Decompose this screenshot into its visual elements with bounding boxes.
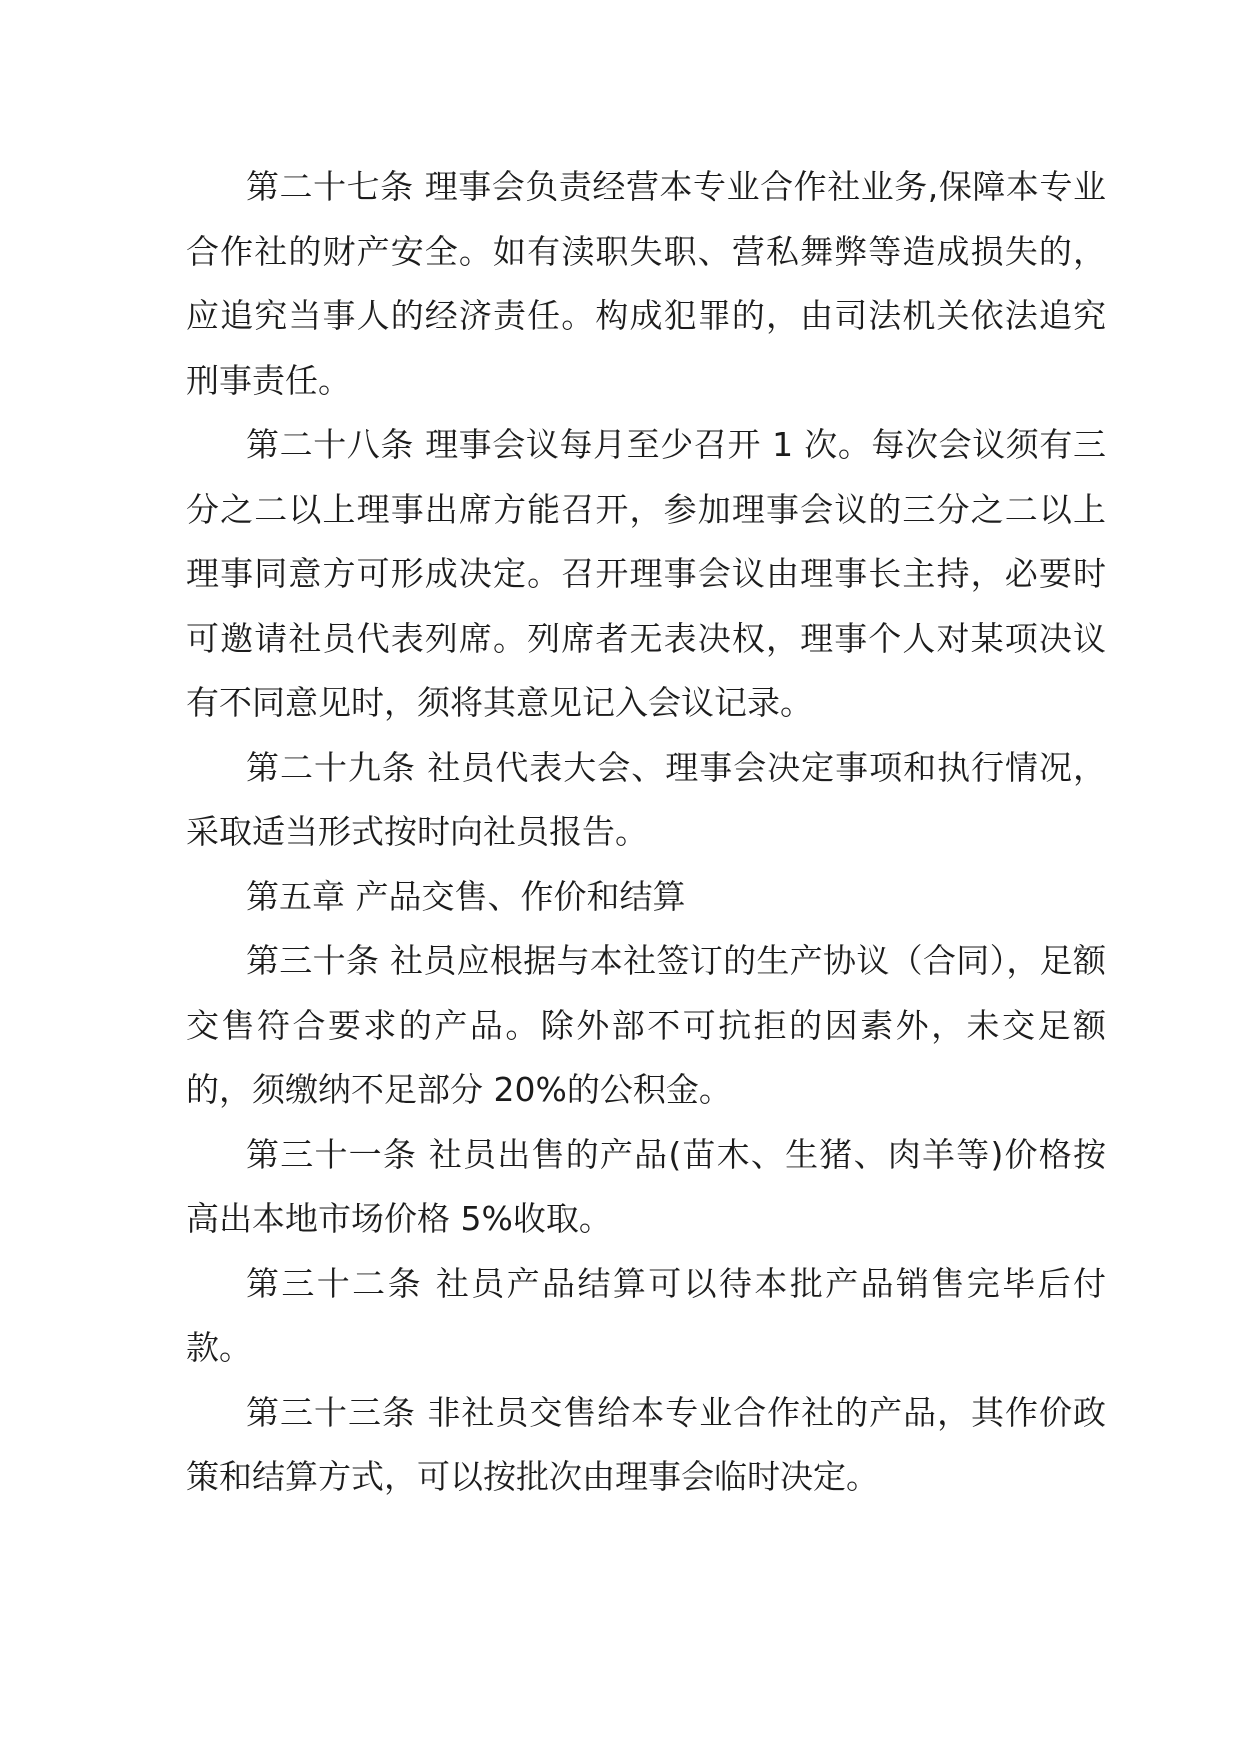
article-29: 第二十九条 社员代表大会、理事会决定事项和执行情况，采取适当形式按时向社员报告。 [186, 747, 1106, 851]
article-30: 第三十条 社员应根据与本社签订的生产协议（合同），足额交售符合要求的产品。除外部不可抗拒的因素外，未交足额的，须缴纳不足部分 20%的公积金。 [186, 941, 1106, 1109]
chapter-5-heading: 第五章 产品交售、作价和结算 [246, 876, 686, 916]
article-27: 第二十七条 理事会负责经营本专业合作社业务,保障本专业合作社的财产安全。如有渎职失职、营私舞弊等造成损失的，应追究当事人的经济责任。构成犯罪的，由司法机关依法追究刑事责任。 [186, 167, 1106, 400]
article-28: 第二十八条 理事会议每月至少召开 1 次。每次会议须有三分之二以上理事出席方能召开，参加理事会议的三分之二以上理事同意方可形成决定。召开理事会议由理事长主持，必要时可邀请社员代表列席。列席者无表决权，理事个人对某项决议有不同意见时，须将其意见记入会议记录。 [186, 425, 1106, 722]
document-body [186, 155, 1106, 1510]
article-31: 第三十一条 社员出售的产品(苗木、生猪、肉羊等)价格按高出本地市场价格 5%收取。 [186, 1134, 1106, 1238]
article-32: 第三十二条 社员产品结算可以待本批产品销售完毕后付款。 [186, 1263, 1106, 1367]
article-33: 第三十三条 非社员交售给本专业合作社的产品，其作价政策和结算方式，可以按批次由理事会临时决定。 [186, 1392, 1106, 1496]
